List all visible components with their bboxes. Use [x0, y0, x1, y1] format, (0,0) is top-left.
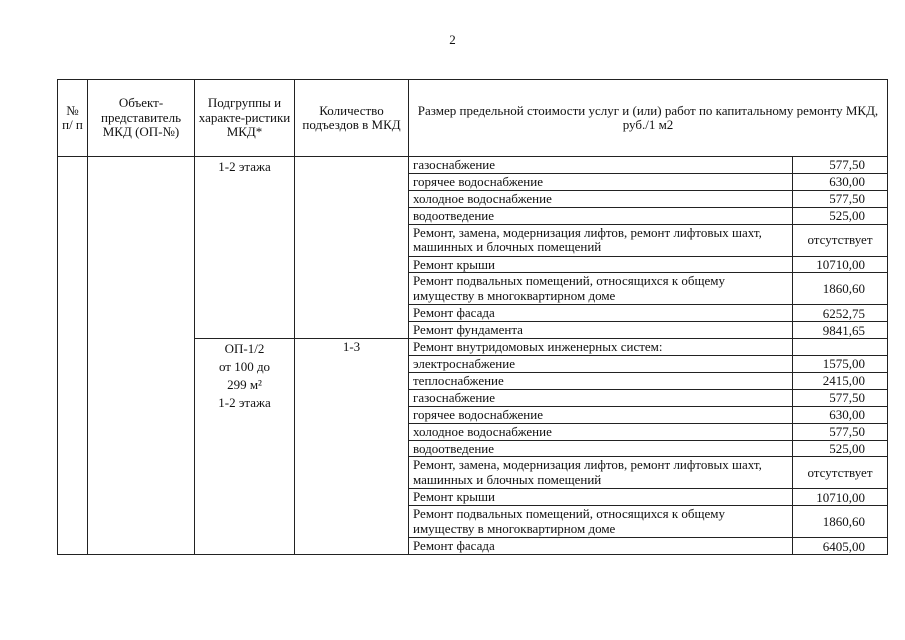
- cost-value-cell: 6405,00: [793, 538, 888, 555]
- work-name-cell: Ремонт подвальных помещений, относящихся к общему имуществу в многоквартирном доме: [409, 273, 793, 305]
- work-name-cell: холодное водоснабжение: [409, 423, 793, 440]
- cost-value-cell: 9841,65: [793, 322, 888, 339]
- cost-value-cell: 577,50: [793, 157, 888, 174]
- header-subgroup: Подгруппы и характе-ристики МКД*: [195, 80, 295, 157]
- work-name-cell: Ремонт фасада: [409, 538, 793, 555]
- subgroup-cell: [195, 339, 295, 555]
- cost-value-cell: 1860,60: [793, 506, 888, 538]
- table-body: [58, 157, 888, 555]
- work-name-cell: холодное водоснабжение: [409, 190, 793, 207]
- work-name-cell: Ремонт крыши: [409, 256, 793, 273]
- work-name-cell: теплоснабжение: [409, 373, 793, 390]
- object-cell: [88, 157, 195, 555]
- header-object: Объект-представитель МКД (ОП-№): [88, 80, 195, 157]
- subgroup-line: 299 м²: [227, 377, 262, 393]
- work-name-cell: электроснабжение: [409, 356, 793, 373]
- subgroup-line: от 100 до: [218, 359, 271, 375]
- work-name-cell: Ремонт фасада: [409, 305, 793, 322]
- work-name-cell: горячее водоснабжение: [409, 173, 793, 190]
- subgroup-line: ОП-1/2: [224, 341, 265, 357]
- subgroup-line: 1-2 этажа: [218, 395, 271, 411]
- cost-value-cell: 1860,60: [793, 273, 888, 305]
- work-name-cell: водоотведение: [409, 440, 793, 457]
- cost-value-cell: 10710,00: [793, 256, 888, 273]
- page-number: 2: [449, 32, 456, 47]
- header-num: № п/ п: [58, 80, 88, 157]
- work-name-cell: горячее водоснабжение: [409, 406, 793, 423]
- header-cost: Размер предельной стоимости услуг и (или) работ по капитальному ремонту МКД, руб./1 м2: [409, 80, 888, 157]
- cost-value-cell: 10710,00: [793, 489, 888, 506]
- work-name-cell: Ремонт внутридомовых инженерных систем:: [409, 339, 793, 356]
- cost-value-cell: 1575,00: [793, 356, 888, 373]
- cost-value-cell: 630,00: [793, 173, 888, 190]
- cost-value-cell: [793, 339, 888, 356]
- work-name-cell: Ремонт, замена, модернизация лифтов, ремонт лифтовых шахт, машинных и блочных помещений: [409, 224, 793, 256]
- work-name-cell: Ремонт подвальных помещений, относящихся к общему имуществу в многоквартирном доме: [409, 506, 793, 538]
- work-name-cell: Ремонт фундамента: [409, 322, 793, 339]
- entrances-cell: 1-3: [295, 339, 409, 555]
- capital-repair-cost-table: [57, 79, 888, 555]
- cost-value-cell: 525,00: [793, 440, 888, 457]
- cost-value-cell: 525,00: [793, 207, 888, 224]
- cost-value-cell: отсутствует: [793, 457, 888, 489]
- work-name-cell: Ремонт, замена, модернизация лифтов, ремонт лифтовых шахт, машинных и блочных помещений: [409, 457, 793, 489]
- table-row: [58, 157, 888, 174]
- cost-value-cell: 577,50: [793, 190, 888, 207]
- cost-value-cell: 2415,00: [793, 373, 888, 390]
- cost-value-cell: 577,50: [793, 423, 888, 440]
- cost-value-cell: 6252,75: [793, 305, 888, 322]
- header-entrances: Количество подъездов в МКД: [295, 80, 409, 157]
- work-name-cell: газоснабжение: [409, 389, 793, 406]
- table-header-row: [58, 80, 888, 157]
- work-name-cell: газоснабжение: [409, 157, 793, 174]
- subgroup-line: 1-2 этажа: [218, 159, 271, 174]
- work-name-cell: водоотведение: [409, 207, 793, 224]
- cost-value-cell: отсутствует: [793, 224, 888, 256]
- subgroup-cell: [195, 157, 295, 339]
- row-number-cell: [58, 157, 88, 555]
- entrances-cell: [295, 157, 409, 339]
- work-name-cell: Ремонт крыши: [409, 489, 793, 506]
- cost-value-cell: 630,00: [793, 406, 888, 423]
- cost-value-cell: 577,50: [793, 389, 888, 406]
